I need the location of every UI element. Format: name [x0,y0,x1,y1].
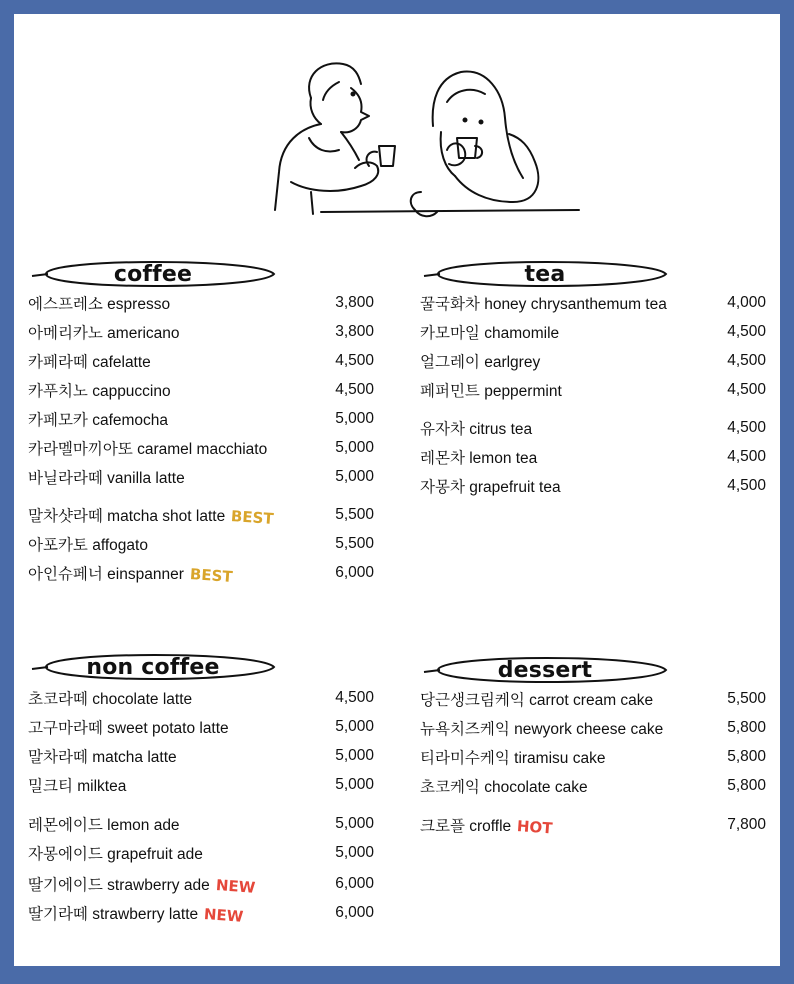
menu-item [420,292,766,314]
couple-illustration [251,42,581,232]
menu-item-price: 4,500 [727,477,766,494]
menu-item-name: 크로플 croffle [420,818,512,835]
menu-item [28,379,374,401]
menu-item-price: 4,500 [335,381,374,398]
menu-item [28,902,374,924]
frame-bottom-bar [0,966,794,984]
menu-item-name: 딸기라떼 strawberry latte [28,906,199,923]
best-badge: BEST [230,507,275,528]
menu-item [420,321,766,343]
menu-item-price: 5,000 [335,844,374,861]
menu-item-name: 카푸치노 cappuccino [28,383,171,400]
menu-item-name: 레몬에이드 lemon ade [28,817,180,834]
menu-item-name: 아인슈페너 einspanner [28,566,184,583]
menu-item-price: 5,000 [335,439,374,456]
menu-item [420,417,766,439]
menu-item-name: 티라미수케익 tiramisu cake [420,750,606,767]
tea-title: tea [524,261,566,287]
menu-item-price: 5,800 [727,719,766,736]
menu-item-price: 4,500 [727,323,766,340]
menu-item-name: 당근생크림케익 carrot cream cake [420,692,654,709]
menu-item-price: 5,800 [727,777,766,794]
menu-item-price: 5,000 [335,410,374,427]
menu-item-name: 카페라떼 cafelatte [28,354,151,371]
coffee-list [28,294,374,594]
menu-item [420,446,766,468]
menu-item [28,745,374,767]
dessert-section [420,650,766,870]
noncoffee-title: non coffee [86,654,220,680]
hot-badge: HOT [516,817,554,838]
menu-item-price: 3,800 [335,294,374,311]
menu-item-price: 4,500 [727,419,766,436]
menu-item-name: 꿀국화차 honey chrysanthemum tea [420,296,667,313]
menu-item-price: 4,500 [727,352,766,369]
menu-item-name: 밀크티 milktea [28,778,127,795]
menu-item-price: 4,000 [727,294,766,311]
menu-item-name: 카페모카 cafemocha [28,412,169,429]
menu-item-price: 5,000 [335,718,374,735]
menu-item [28,687,374,709]
noncoffee-section [28,647,374,957]
menu-item-name: 아메리카노 americano [28,325,180,342]
coffee-header [28,254,278,294]
menu-item-price: 6,000 [335,564,374,581]
menu-item [28,321,374,343]
menu-item [28,533,374,555]
menu-item [28,350,374,372]
menu-item-price: 6,000 [335,875,374,892]
menu-item-name: 자몽에이드 grapefruit ade [28,846,203,863]
menu-item [28,408,374,430]
tea-section [420,254,766,514]
menu-item [28,504,374,526]
menu-item-name: 초코케익 chocolate cake [420,779,588,796]
menu-item [420,775,766,797]
coffee-section [28,254,374,594]
menu-item [28,437,374,459]
menu-item [28,774,374,796]
menu-item-name: 뉴욕치즈케익 newyork cheese cake [420,721,664,738]
menu-item-price: 5,000 [335,815,374,832]
menu-item-price: 5,500 [335,506,374,523]
new-badge: NEW [203,905,245,926]
menu-item-name: 아포카토 affogato [28,537,148,554]
best-badge: BEST [189,565,234,586]
dessert-header [420,650,670,690]
menu-item-name: 레몬차 lemon tea [420,450,538,467]
menu-item [420,379,766,401]
menu-item-price: 5,000 [335,747,374,764]
menu-item-price: 5,500 [335,535,374,552]
menu-item [28,562,374,584]
menu-item-price: 6,000 [335,904,374,921]
menu-item [420,746,766,768]
menu-item-name: 카라멜마끼아또 caramel macchiato [28,441,268,458]
menu-item [28,842,374,864]
menu-item [420,350,766,372]
menu-item-name: 바닐라라떼 vanilla latte [28,470,185,487]
menu-item-price: 4,500 [727,448,766,465]
menu-item [420,688,766,710]
menu-board [14,14,780,966]
menu-item [28,813,374,835]
menu-item-price: 3,800 [335,323,374,340]
menu-item [420,717,766,739]
tea-header [420,254,670,294]
menu-item-price: 5,500 [727,690,766,707]
menu-item-price: 4,500 [727,381,766,398]
menu-item-name: 말차라떼 matcha latte [28,749,177,766]
noncoffee-header [28,647,278,687]
menu-item-name: 자몽차 grapefruit tea [420,479,561,496]
menu-item [28,716,374,738]
menu-item [420,475,766,497]
menu-item [28,292,374,314]
coffee-title: coffee [113,261,193,287]
menu-item-price: 5,000 [335,468,374,485]
menu-item-price: 5,800 [727,748,766,765]
menu-item-price: 5,000 [335,776,374,793]
menu-item [420,814,766,836]
menu-item-name: 얼그레이 earlgrey [420,354,541,371]
menu-item-name: 에스프레소 espresso [28,296,171,313]
menu-item-name: 페퍼민트 peppermint [420,383,562,400]
tea-list [420,294,766,514]
dessert-list [420,690,766,870]
menu-item-name: 고구마라떼 sweet potato latte [28,720,229,737]
menu-item-name: 초코라떼 chocolate latte [28,691,193,708]
menu-item-price: 7,800 [727,816,766,833]
new-badge: NEW [215,876,256,897]
menu-item-name: 유자차 citrus tea [420,421,533,438]
noncoffee-list [28,687,374,957]
menu-item-name: 카모마일 chamomile [420,325,560,342]
menu-item [28,873,374,895]
menu-item [28,466,374,488]
dessert-title: dessert [497,657,593,683]
menu-item-name: 딸기에이드 strawberry ade [28,877,210,894]
menu-item-price: 4,500 [335,352,374,369]
menu-item-price: 4,500 [335,689,374,706]
menu-item-name: 말차샷라떼 matcha shot latte [28,508,226,525]
